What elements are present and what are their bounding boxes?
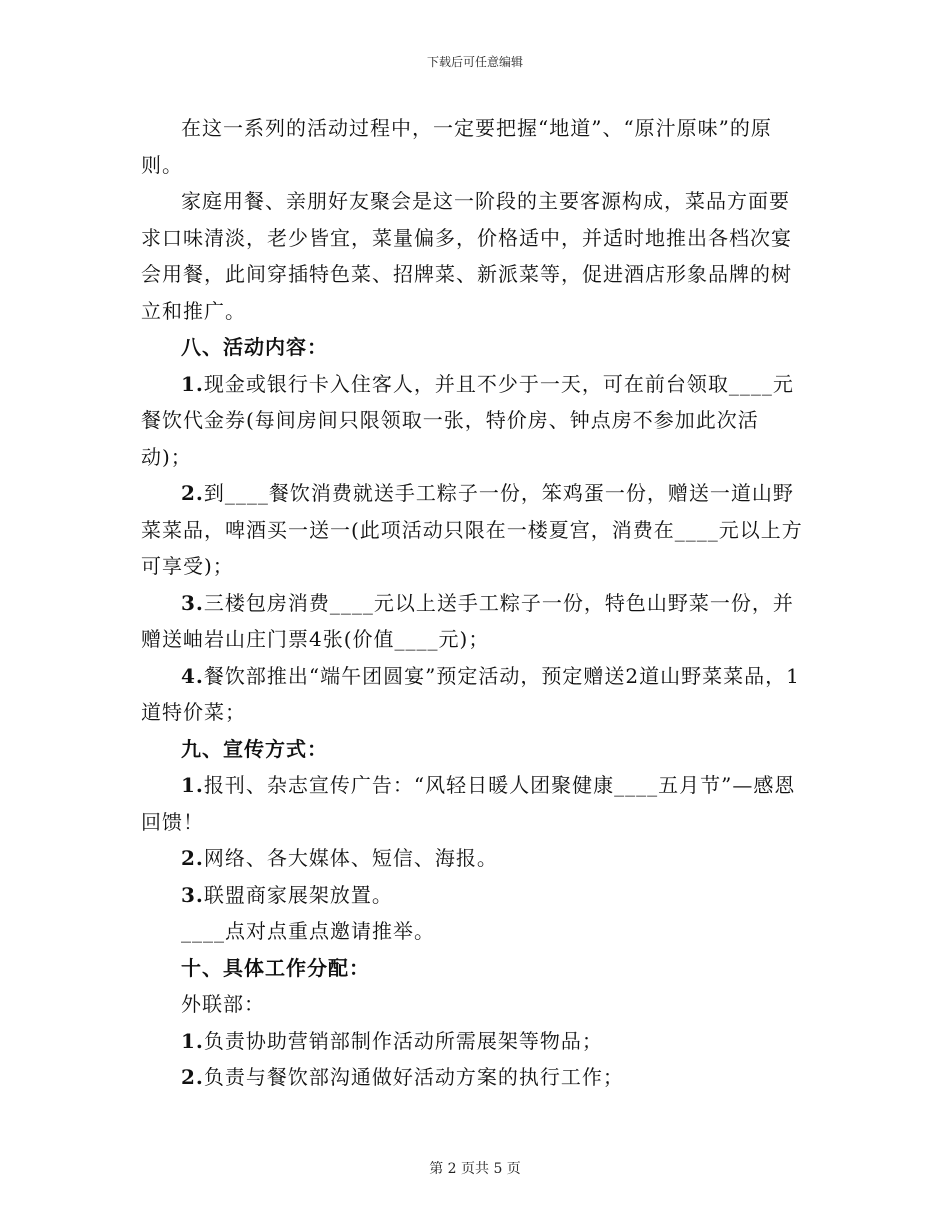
- list-item: [141, 658, 803, 731]
- item-number: 2.: [181, 1065, 204, 1089]
- item-number: 1.: [181, 773, 204, 797]
- item-number: 2.: [181, 846, 204, 870]
- paragraph: 外联部：: [181, 992, 265, 1016]
- item-number: 2.: [181, 481, 204, 505]
- document-body: [141, 110, 803, 1096]
- item-text: 负责与餐饮部沟通做好活动方案的执行工作；: [203, 1065, 624, 1089]
- paragraph: 家庭用餐、亲朋好友聚会是这一阶段的主要客源构成，菜品方面要求口味清淡，老少皆宜，菜量偏多，价格适中，并适时地推出各档次宴会用餐，此间穿插特色菜、招牌菜、新派菜等，促进酒店形象品牌的树立和推广。: [141, 189, 792, 323]
- item-number: 1.: [181, 1028, 204, 1053]
- page-footer: 第 2 页共 5 页: [429, 1161, 521, 1177]
- list-item: [141, 475, 803, 585]
- item-number: 3.: [181, 882, 204, 907]
- item-text: 餐饮部推出“端午团圆宴”预定活动，预定赠送2道山野菜菜品，1道特价菜；: [141, 663, 800, 724]
- item-text: 网络、各大媒体、短信、海报。: [203, 846, 498, 870]
- section-heading: 九、宣传方式：: [181, 736, 328, 761]
- item-number: 4.: [181, 663, 204, 688]
- item-text: 现金或银行卡入住客人，并且不少于一天，可在前台领取____元餐饮代金券(每间房间只限领取一张，特价房、钟点房不参加此次活动)；: [141, 371, 794, 469]
- section-heading: 十、具体工作分配：: [181, 955, 370, 980]
- list-item: [141, 1023, 803, 1060]
- list-item: [141, 877, 803, 914]
- item-number: 3.: [181, 590, 204, 615]
- item-text: 联盟商家展架放置。: [203, 882, 393, 907]
- section-heading: 八、活动内容：: [181, 335, 328, 359]
- list-item: [141, 1059, 803, 1096]
- item-text: 报刊、杂志宣传广告：“风轻日暖人团聚健康____五月节”—感恩回馈！: [141, 773, 796, 834]
- item-text: 到____餐饮消费就送手工粽子一份，笨鸡蛋一份，赠送一道山野菜菜品，啤酒买一送一(此项活动只限在一楼夏宫，消费在____元以上方可享受)；: [141, 481, 803, 578]
- item-text: 负责协助营销部制作活动所需展架等物品；: [203, 1028, 603, 1053]
- item-text: 三楼包房消费____元以上送手工粽子一份，特色山野菜一份，并赠送岫岩山庄门票4张(价值____元)；: [141, 590, 794, 651]
- list-item: [141, 840, 803, 877]
- list-item: [141, 767, 803, 840]
- page-header: 下载后可任意编辑: [426, 55, 523, 69]
- paragraph: ____点对点重点邀请推举。: [181, 919, 435, 943]
- paragraph: 在这一系列的活动过程中，一定要把握“地道”、“原汁原味”的原则。: [141, 116, 772, 177]
- list-item: [141, 585, 803, 658]
- item-number: 1.: [181, 371, 204, 396]
- list-item: [141, 366, 803, 476]
